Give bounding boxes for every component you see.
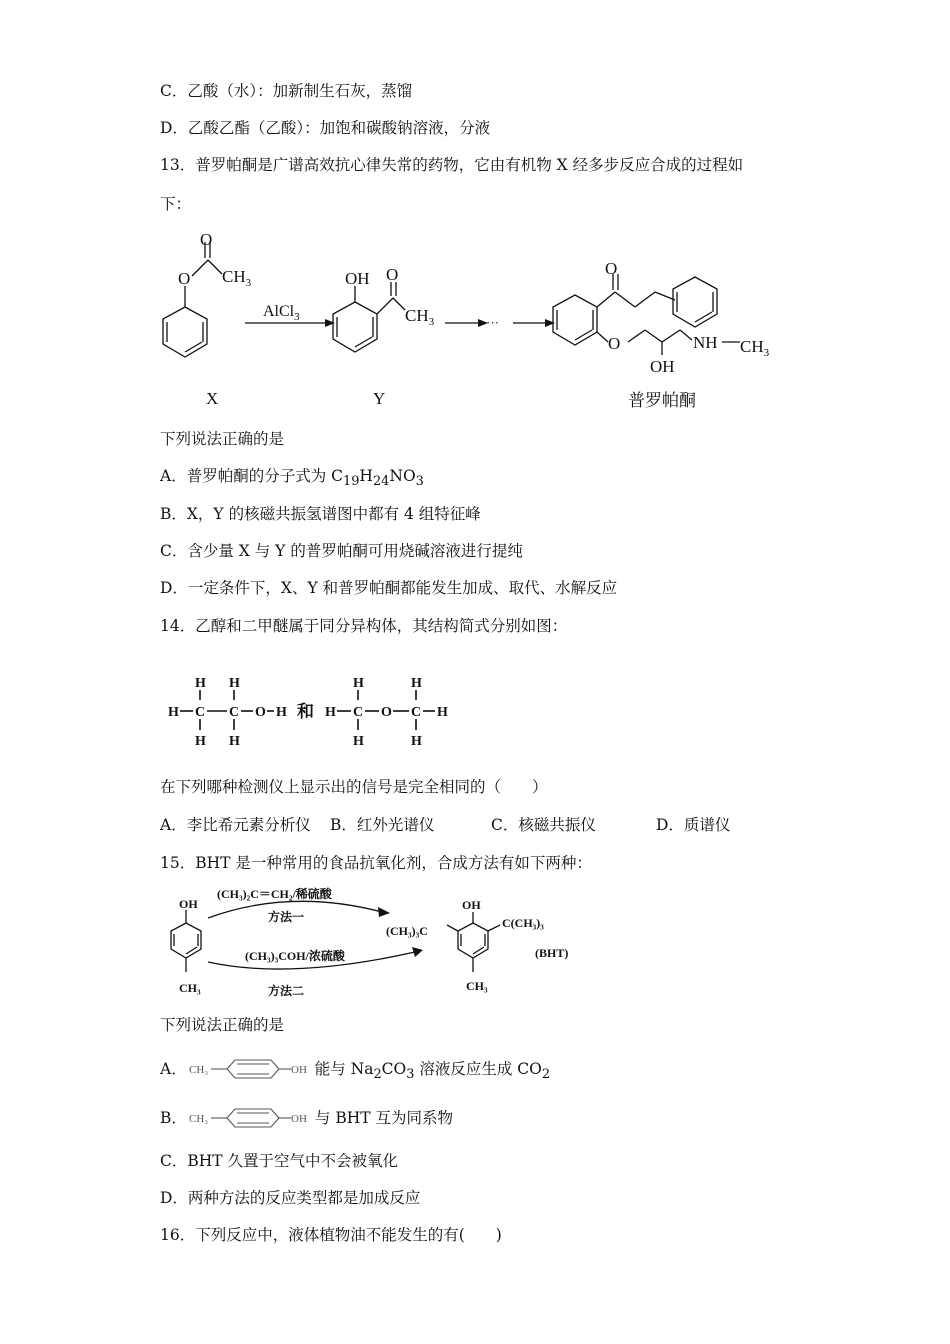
q13-prompt: 下列说法正确的是 bbox=[160, 430, 285, 448]
svg-text:O: O bbox=[381, 705, 392, 720]
q14-option-c: C．核磁共振仪 bbox=[491, 816, 596, 834]
svg-text:H: H bbox=[411, 676, 422, 691]
cresol-oh: OH bbox=[179, 897, 198, 911]
cresol-ch3: CH₃ bbox=[179, 981, 201, 995]
svg-text:H: H bbox=[195, 676, 206, 691]
svg-text:C: C bbox=[195, 705, 206, 720]
bht-oh: OH bbox=[462, 898, 481, 912]
svg-text:OH: OH bbox=[290, 1064, 307, 1076]
q13-option-c: C．含少量 X 与 Y 的普罗帕酮可用烧碱溶液进行提纯 bbox=[160, 542, 523, 560]
q15-option-a: A． CH₃ OH 能与 $Na_2CO_3$ 溶液反应生成 $CO_2$ bbox=[160, 1057, 550, 1086]
svg-text:C: C bbox=[411, 705, 422, 720]
q13-stem-line2: 下： bbox=[160, 195, 192, 213]
svg-text:NH: NH bbox=[693, 333, 718, 352]
svg-text:OH: OH bbox=[345, 269, 370, 288]
svg-text:CH3: $CH_3$ bbox=[405, 306, 435, 328]
svg-text:CH3: $CH_3$ bbox=[740, 337, 770, 359]
q13-stem-line1: 13．普罗帕酮是广谱高效抗心律失常的药物，它由有机物 X 经多步反应合成的过程如 bbox=[160, 156, 744, 174]
q14-stem: 14．乙醇和二甲醚属于同分异构体，其结构简式分别如图： bbox=[160, 617, 568, 635]
reagent-method1: (CH₃)₂C＝CH₂/稀硫酸 bbox=[217, 887, 332, 901]
label-method1: 方法一 bbox=[268, 910, 305, 924]
q13-option-b: B．X，Y 的核磁共振氢谱图中都有 4 组特征峰 bbox=[160, 505, 481, 523]
label-y: Y bbox=[373, 389, 386, 408]
q12-option-c: C．乙酸（水）：加新制生石灰，蒸馏 bbox=[160, 82, 413, 100]
q14-option-b: B．红外光谱仪 bbox=[330, 816, 435, 834]
svg-text:O: O bbox=[608, 334, 621, 353]
q14-structures bbox=[165, 668, 465, 753]
svg-text:CH₃: CH₃ bbox=[188, 1113, 209, 1125]
svg-text:H: H bbox=[195, 734, 206, 749]
q12-option-d: D．乙酸乙酯（乙酸）：加饱和碳酸钠溶液，分液 bbox=[160, 119, 491, 137]
phenyl-ring bbox=[673, 277, 717, 327]
bht-ch3: CH₃ bbox=[466, 979, 488, 993]
label-x: X bbox=[206, 389, 219, 408]
p-cresol-ring bbox=[171, 923, 201, 958]
svg-text:H: H bbox=[229, 734, 240, 749]
svg-text:C: C bbox=[229, 705, 240, 720]
svg-text:H: H bbox=[229, 676, 240, 691]
svg-text:H: H bbox=[168, 705, 179, 720]
product-benzene-ring bbox=[553, 295, 597, 345]
svg-text:O: O bbox=[605, 259, 618, 278]
x-benzene-ring bbox=[163, 307, 207, 357]
q15-stem: 15．BHT 是一种常用的食品抗氧化剂，合成方法有如下两种： bbox=[160, 854, 592, 872]
y-benzene-ring bbox=[333, 302, 377, 352]
svg-text:H: H bbox=[411, 734, 422, 749]
p-cresol-inline-a bbox=[187, 1057, 315, 1079]
bht-label: (BHT) bbox=[535, 946, 569, 960]
svg-text:C: C bbox=[353, 705, 364, 720]
bht-left-substituent: (CH₃)₃C bbox=[386, 924, 428, 938]
q14-option-a: A．李比希元素分析仪 bbox=[160, 816, 311, 834]
bht-right-substituent: C(CH₃)₃ bbox=[502, 916, 544, 930]
p-cresol-inline-b bbox=[187, 1106, 315, 1128]
q14-options bbox=[160, 814, 730, 836]
multistep-ellipsis: ··· bbox=[486, 315, 499, 330]
svg-text:O: O bbox=[178, 269, 191, 288]
q15-reaction-scheme bbox=[160, 880, 600, 1000]
q14-option-d: D．质谱仪 bbox=[656, 816, 731, 834]
label-propafenone: 普罗帕酮 bbox=[628, 391, 696, 410]
svg-text:O: O bbox=[386, 265, 399, 284]
q14-question: 在下列哪种检测仪上显示出的信号是完全相同的（ ） bbox=[160, 778, 548, 796]
q16-stem: 16．下列反应中，液体植物油不能发生的有( ) bbox=[160, 1226, 502, 1244]
reagent-method2: (CH₃)₃COH/浓硫酸 bbox=[245, 949, 345, 963]
svg-text:CH3: $CH_3$ bbox=[222, 267, 252, 289]
q13-option-d: D．一定条件下，X、Y 和普罗帕酮都能发生加成、取代、水解反应 bbox=[160, 579, 618, 597]
q15-option-b: B． CH₃ OH 与 BHT 互为同系物 bbox=[160, 1106, 453, 1129]
svg-text:CH₃: CH₃ bbox=[188, 1064, 208, 1076]
svg-text:O: O bbox=[255, 705, 266, 720]
label-method2: 方法二 bbox=[268, 984, 305, 998]
svg-text:H: H bbox=[353, 676, 364, 691]
svg-text:H: H bbox=[276, 705, 287, 720]
q15-prompt: 下列说法正确的是 bbox=[160, 1016, 285, 1034]
svg-text:H: H bbox=[353, 734, 364, 749]
svg-text:H: H bbox=[437, 705, 448, 720]
svg-text:O: O bbox=[200, 230, 213, 249]
connector-and: 和 bbox=[297, 702, 314, 721]
q15-option-d: D．两种方法的反应类型都是加成反应 bbox=[160, 1189, 421, 1207]
svg-text:OH: OH bbox=[650, 357, 675, 376]
svg-text:OH: OH bbox=[290, 1113, 307, 1125]
q13-option-a: A．普罗帕酮的分子式为 $C_{19}H_{24}NO_3$ bbox=[160, 467, 424, 490]
svg-text:H: H bbox=[325, 705, 336, 720]
q15-option-c: C．BHT 久置于空气中不会被氧化 bbox=[160, 1152, 399, 1170]
bht-ring bbox=[458, 923, 488, 958]
reagent-alcl3: AlCl$_3$ bbox=[263, 303, 300, 323]
q13-reaction-scheme bbox=[150, 222, 800, 417]
